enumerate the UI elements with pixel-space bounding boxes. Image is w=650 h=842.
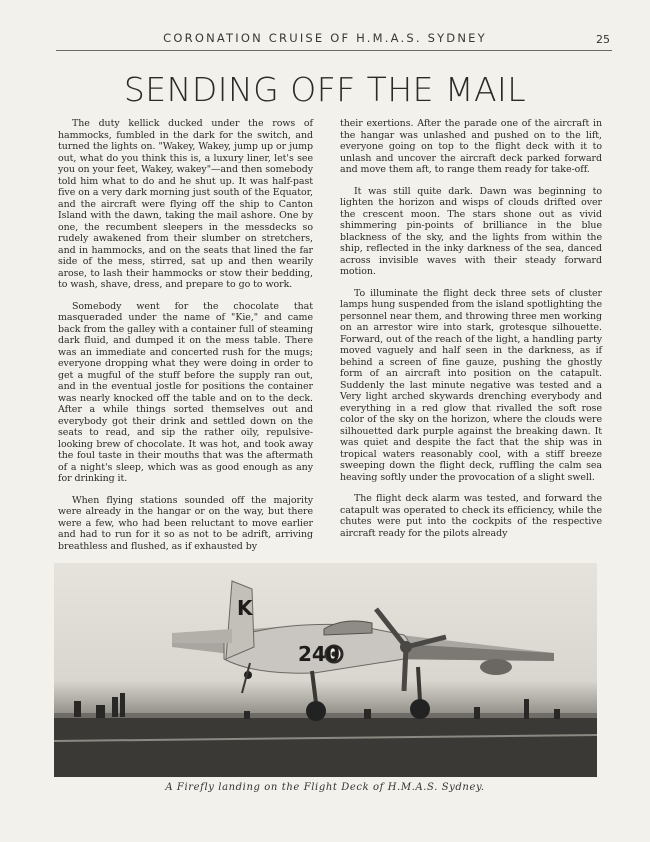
flight-deck — [54, 713, 597, 777]
paragraph: The duty kellick ducked under the rows of hammocks, fumbled in the dark for the switch, and turned the lights on. "Wakey, Wakey, jump up or jump out, what do you think this is, a luxury liner, let's see you on your feet, Wakey, wakey"—and then somebody told him what to do and he shut up. It was half-past five on a very dark morning just south of the Equator, and the aircraft were flying off the ship to Canton Island with the dawn, taking the mail ashore. One by one, the recumbent sleepers in the messdecks so rudely awakened from their slumber on stretchers, and in hammocks, and on the seats that lined the far side of the mess, stirred, sat up and then wearily arose, to lash their hammocks or stow their bedding, to wash, shave, dress, and prepare to go to work. — [58, 118, 313, 290]
fuselage-number: 240 — [298, 642, 340, 666]
page-number: 25 — [596, 33, 610, 46]
paragraph: When flying stations sounded off the majority were already in the hangar or on the way, but there were a few, who had been reluctant to move earlier and had to run for it so as not to be adrift, arriving breathless and flushed, as if exhausted by — [58, 494, 313, 552]
photo-illustration — [54, 563, 597, 777]
running-header: CORONATION CRUISE OF H.M.A.S. SYDNEY — [163, 31, 487, 45]
paragraph: The flight deck alarm was tested, and forward the catapult was operated to check its efficiency, while the chutes were put into the cockpits of the respective aircraft ready for the pilots already — [340, 493, 602, 539]
right-column — [340, 118, 602, 549]
photo-caption: A Firefly landing on the Flight Deck of H.M.A.S. Sydney. — [165, 782, 485, 793]
tail-code: K — [237, 596, 253, 620]
paragraph: their exertions. After the parade one of the aircraft in the hangar was unlashed and pushed on to the lift, everyone going on top to the flight deck with it to unlash and uncover the aircraft deck parked forward and move them aft, to range them ready for take-off. — [340, 118, 602, 175]
article-title: SENDING OFF THE MAIL — [123, 70, 527, 109]
paragraph: To illuminate the flight deck three sets of cluster lamps hung suspended from the island spotlighting the personnel near them, and throwing three men working on an arrestor wire into stark, grotesque silhouette. Forward, out of the reach of the light, a handling party moved vaguely and half seen in the darkness, as if behind a screen of fine gauze, pushing the ghostly form of an aircraft into position on the catapult. Suddenly the last minute negative was tested and a Very light arched skywards drenching everybody and everything in a red glow that rivalled the soft rose color of the sky on the horizon, where the clouds were silhouetted dark purple against the breaking dawn. It was quiet and despite the fact that the ship was in tropical waters reasonably cool, with a stiff breeze sweeping down the flight deck, ruffling the calm sea heaving softly under the provocation of a slight swell. — [340, 287, 602, 483]
paragraph: It was still quite dark. Dawn was beginning to lighten the horizon and wisps of clouds drifted over the crescent moon. The stars shone out as vivid shimmering pin-points of brilliance in the blue blackness of the sky, and the lights from within the ship, reflected in the inky darkness of the sea, danced across invisible waves with their steady forward motion. — [340, 185, 602, 277]
header-rule — [56, 50, 612, 51]
firefly-landing-photo — [54, 563, 597, 777]
left-column — [58, 118, 313, 562]
paragraph: Somebody went for the chocolate that masqueraded under the name of "Kie," and came back from the galley with a container full of steaming dark fluid, and dumped it on the mess table. There was an immediate and concerted rush for the mugs; everyone dropping what they were doing in order to get a mugful of the stuff before the supply ran out, and in the eventual jostle for positions the container was nearly knocked off the table and on to the deck. After a while things sorted themselves out and everybody got their drink and settled down on the seats to read, and sip the rather oily, repulsive-looking brew of chocolate. It was hot, and took away the foul taste in their mouths that was the aftermath of a night's sleep, which was as good enough as any for drinking it. — [58, 300, 313, 484]
firefly-aircraft — [172, 581, 554, 721]
